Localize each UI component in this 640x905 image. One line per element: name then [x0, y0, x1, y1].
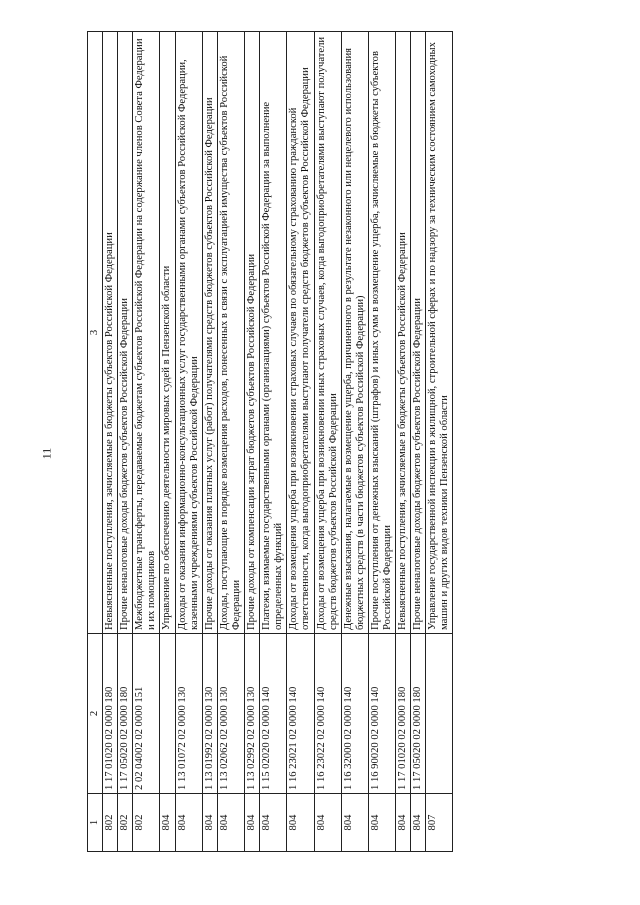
revenue-name-cell: Доходы от оказания информационно-консультационных услуг государственными органами субъектов Российской Федерации, казенными учреждениями субъектов Российской Федерации — [175, 32, 202, 634]
revenue-name-cell: Прочие доходы от компенсации затрат бюджетов субъектов Российской Федерации — [245, 32, 260, 634]
admin-code-cell: 802 — [118, 794, 133, 852]
admin-code-cell: 804 — [341, 794, 368, 852]
header-col-1: 1 — [88, 794, 103, 852]
revenue-name-cell: Прочие доходы от оказания платных услуг (работ) получателями средств бюджетов субъектов Российской Федерации — [202, 32, 217, 634]
admin-code-cell: 802 — [103, 794, 118, 852]
table-row — [103, 32, 118, 852]
header-col-2: 2 — [88, 634, 103, 794]
revenue-name-cell: Доходы от возмещения ущерба при возникновении страховых случаев по обязательному страхованию гражданской ответственности, когда выгодоприобретателями выступают получатели средств бюджетов субъектов Российской Федерации — [287, 32, 314, 634]
revenue-code-cell: 1 17 05020 02 0000 180 — [118, 634, 133, 794]
revenue-name-cell: Управление по обеспечению деятельности мировых судей в Пензенской области — [160, 32, 175, 634]
table-row — [175, 32, 202, 852]
revenue-code-cell: 1 15 02020 02 0000 140 — [260, 634, 287, 794]
table-row — [245, 32, 260, 852]
table-row — [217, 32, 244, 852]
admin-code-cell: 804 — [175, 794, 202, 852]
revenue-name-cell: Невыясненные поступления, зачисляемые в бюджеты субъектов Российской Федерации — [103, 32, 118, 634]
table-row — [426, 32, 453, 852]
header-col-3: 3 — [88, 32, 103, 634]
admin-code-cell: 807 — [426, 794, 453, 852]
table-row — [133, 32, 160, 852]
table-row — [314, 32, 341, 852]
revenue-code-cell: 1 16 90020 02 0000 140 — [368, 634, 395, 794]
table-row — [118, 32, 133, 852]
admin-code-cell: 804 — [245, 794, 260, 852]
revenue-code-cell: 1 16 23022 02 0000 140 — [314, 634, 341, 794]
revenue-code-cell — [160, 634, 175, 794]
revenue-name-cell: Денежные взыскания, налагаемые в возмещение ущерба, причиненного в результате незаконного или нецелевого использования бюджетных средств (в части бюджетов субъектов Российской Федерации) — [341, 32, 368, 634]
admin-code-cell: 804 — [160, 794, 175, 852]
revenue-codes-table — [87, 31, 453, 852]
admin-code-cell: 804 — [314, 794, 341, 852]
revenue-name-cell: Межбюджетные трансферты, передаваемые бюджетам субъектов Российской Федерации на содержание членов Совета Федерации и их помощников — [133, 32, 160, 634]
table-row — [287, 32, 314, 852]
revenue-name-cell: Прочие неналоговые доходы бюджетов субъектов Российской Федерации — [411, 32, 426, 634]
admin-code-cell: 804 — [217, 794, 244, 852]
revenue-name-cell: Прочие неналоговые доходы бюджетов субъектов Российской Федерации — [118, 32, 133, 634]
revenue-name-cell: Управление государственной инспекции в жилищной, строительной сферах и по надзору за техническим состоянием самоходных машин и других видов техники Пензенской области — [426, 32, 453, 634]
revenue-code-cell — [426, 634, 453, 794]
revenue-code-cell: 1 13 01072 02 0000 130 — [175, 634, 202, 794]
revenue-code-cell: 1 13 01992 02 0000 130 — [202, 634, 217, 794]
table-row — [368, 32, 395, 852]
admin-code-cell: 804 — [202, 794, 217, 852]
revenue-code-cell: 1 16 32000 02 0000 140 — [341, 634, 368, 794]
admin-code-cell: 804 — [287, 794, 314, 852]
admin-code-cell: 804 — [411, 794, 426, 852]
page-number: 11 — [39, 447, 54, 460]
revenue-name-cell: Платежи, взимаемые государственными органами (организациями) субъектов Российской Федерации за выполнение определенных функций — [260, 32, 287, 634]
table-row — [341, 32, 368, 852]
table-row — [160, 32, 175, 852]
table-header-row — [88, 32, 103, 852]
admin-code-cell: 804 — [260, 794, 287, 852]
table-row — [260, 32, 287, 852]
revenue-code-cell: 2 02 04002 02 0000 151 — [133, 634, 160, 794]
revenue-name-cell: Доходы, поступающие в порядке возмещения расходов, понесенных в связи с эксплуатацией имущества субъектов Российской Федерации — [217, 32, 244, 634]
table-body — [103, 32, 453, 852]
table-row — [411, 32, 426, 852]
revenue-name-cell: Невыясненные поступления, зачисляемые в бюджеты субъектов Российской Федерации — [396, 32, 411, 634]
revenue-code-cell: 1 13 02062 02 0000 130 — [217, 634, 244, 794]
rotated-page-content — [87, 32, 557, 852]
admin-code-cell: 804 — [368, 794, 395, 852]
revenue-name-cell: Доходы от возмещения ущерба при возникновении иных страховых случаев, когда выгодоприобретателями выступают получатели средств бюджетов субъектов Российской Федерации — [314, 32, 341, 634]
revenue-code-cell: 1 16 23021 02 0000 140 — [287, 634, 314, 794]
revenue-name-cell: Прочие поступления от денежных взысканий (штрафов) и иных сумм в возмещение ущерба, зачисляемые в бюджеты субъектов Российской Федерации — [368, 32, 395, 634]
table-row — [396, 32, 411, 852]
revenue-code-cell: 1 17 05020 02 0000 180 — [411, 634, 426, 794]
revenue-code-cell: 1 17 01020 02 0000 180 — [103, 634, 118, 794]
table-row — [202, 32, 217, 852]
revenue-code-cell: 1 13 02992 02 0000 130 — [245, 634, 260, 794]
admin-code-cell: 804 — [396, 794, 411, 852]
admin-code-cell: 802 — [133, 794, 160, 852]
revenue-code-cell: 1 17 01020 02 0000 180 — [396, 634, 411, 794]
